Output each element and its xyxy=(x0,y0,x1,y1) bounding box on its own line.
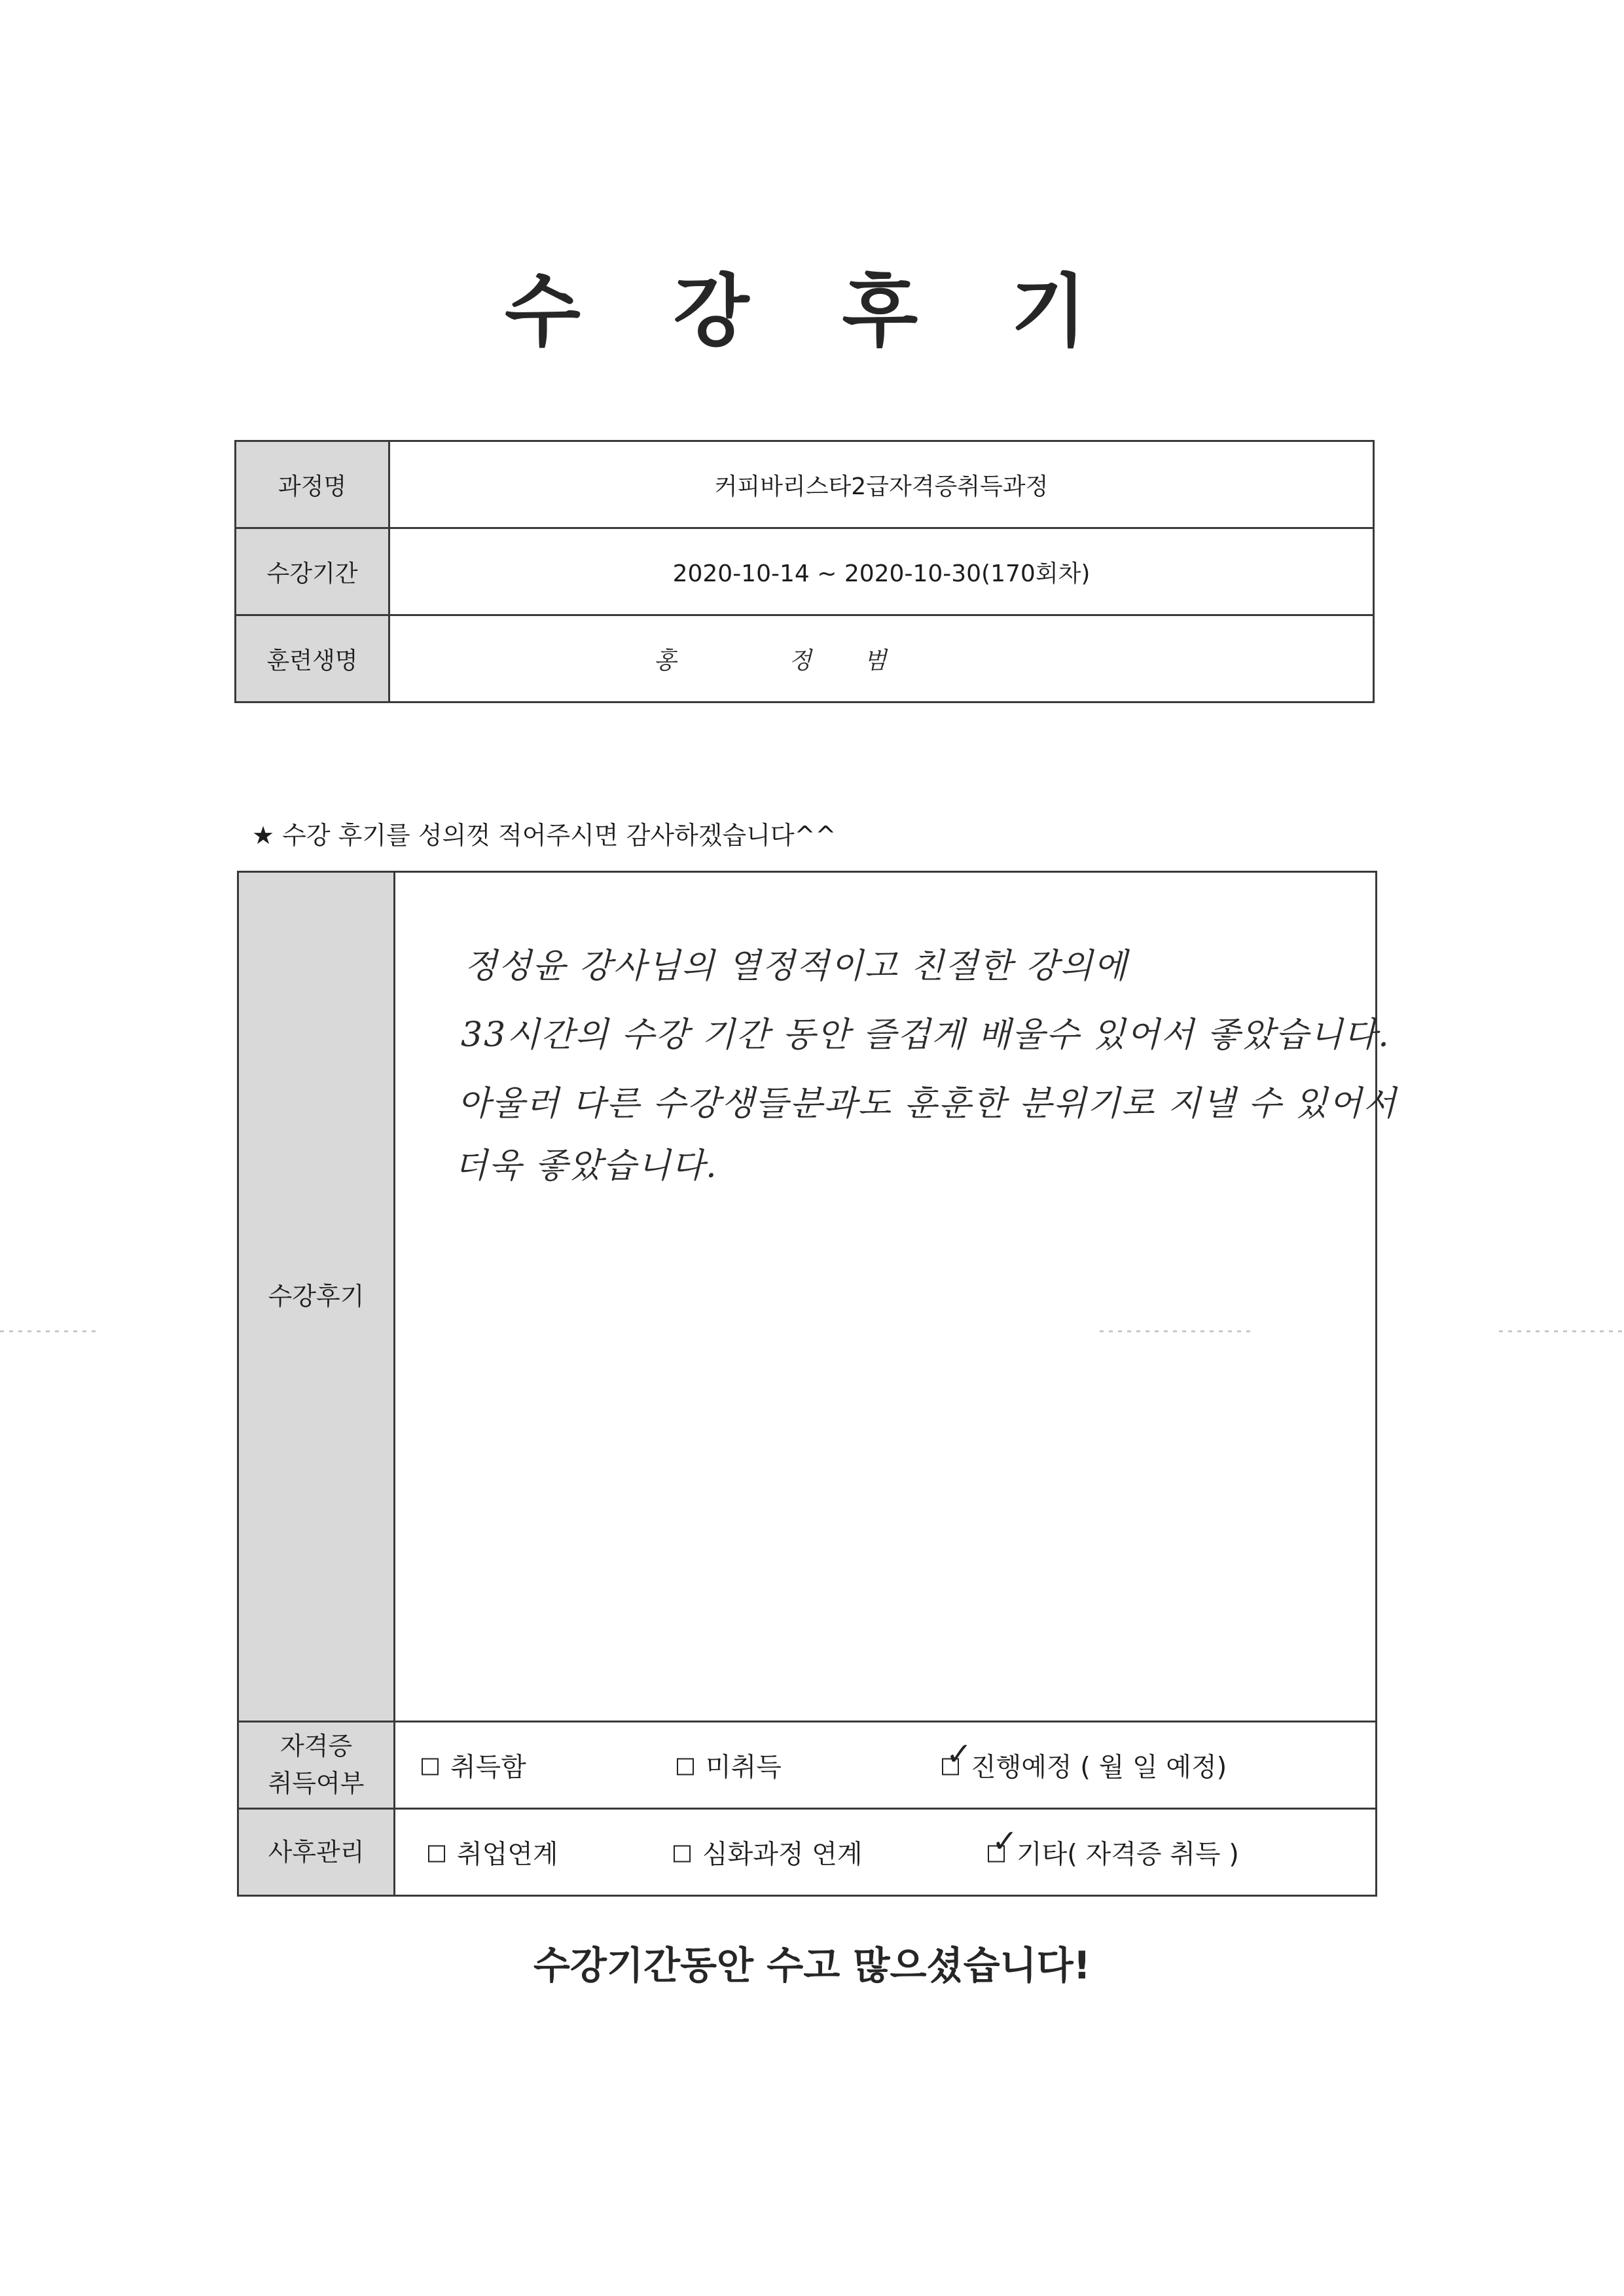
certificate-label-line1: 자격증 xyxy=(280,1732,353,1760)
checkbox-icon[interactable] xyxy=(677,1758,694,1776)
period-row xyxy=(236,528,1374,615)
period-value: 2020-10-14 ~ 2020-10-30(170회차) xyxy=(389,528,1374,615)
course-info-table xyxy=(234,440,1375,703)
review-line: 아울러 다른 수강생들분과도 훈훈한 분위기로 지낼 수 있어서 xyxy=(458,1084,1398,1123)
certificate-option-not-acquired[interactable]: 미취득 xyxy=(677,1747,782,1784)
review-content xyxy=(395,872,1398,1722)
checkmark-icon: ✓ xyxy=(992,1823,1019,1860)
period-label: 수강기간 xyxy=(236,528,389,615)
aftercare-option-advanced-course[interactable]: 심화과정 연계 xyxy=(674,1834,863,1871)
course-label: 과정명 xyxy=(236,441,389,528)
footer-message: 수강기간동안 수고 많으셨습니다! xyxy=(533,1943,1091,1988)
review-table xyxy=(237,871,1398,1897)
review-line: 33시간의 수강 기간 동안 즐겁게 배울수 있어서 좋았습니다. xyxy=(461,1015,1390,1055)
scan-artifact xyxy=(1499,1330,1623,1332)
checkbox-icon[interactable] xyxy=(422,1758,439,1776)
trainee-label: 훈련생명 xyxy=(236,615,389,702)
review-line: 더욱 좋았습니다. xyxy=(454,1146,718,1186)
scan-artifact xyxy=(0,1330,98,1332)
certificate-option-acquired[interactable]: 취득함 xyxy=(422,1747,526,1784)
checkbox-icon[interactable] xyxy=(674,1846,691,1863)
certificate-option-in-progress[interactable]: ✓ 진행예정 ( 월 일 예정) xyxy=(942,1747,1227,1784)
review-line: 정성윤 강사님의 열정적이고 친절한 강의에 xyxy=(464,947,1128,986)
checkbox-icon[interactable] xyxy=(428,1846,445,1863)
aftercare-option-other[interactable]: ✓ 기타( 자격증 취득 ) xyxy=(988,1834,1239,1871)
aftercare-row xyxy=(238,1809,1377,1896)
course-value: 커피바리스타2급자격증취득과정 xyxy=(389,441,1374,528)
checkbox-icon[interactable] xyxy=(942,1736,973,1776)
review-row xyxy=(238,872,1377,1722)
certificate-row xyxy=(238,1722,1377,1809)
certificate-label xyxy=(238,1722,395,1809)
trainee-name-handwritten: 홍 정범 xyxy=(389,615,1374,702)
certificate-options xyxy=(395,1722,1377,1809)
certificate-label-line2: 취득여부 xyxy=(268,1769,365,1798)
trainee-row xyxy=(236,615,1374,702)
notice-text: ★ 수강 후기를 성의껏 적어주시면 감사하겠습니다^^ xyxy=(252,821,837,850)
checkbox-icon[interactable] xyxy=(988,1823,1019,1863)
scan-artifact xyxy=(1100,1330,1250,1332)
review-label: 수강후기 xyxy=(238,872,395,1722)
checkmark-icon: ✓ xyxy=(946,1736,973,1773)
aftercare-label: 사후관리 xyxy=(238,1809,395,1896)
page-title: 수 강 후 기 xyxy=(504,266,1119,357)
aftercare-options xyxy=(395,1809,1377,1896)
course-row xyxy=(236,441,1374,528)
aftercare-option-employment[interactable]: 취업연계 xyxy=(428,1834,558,1871)
